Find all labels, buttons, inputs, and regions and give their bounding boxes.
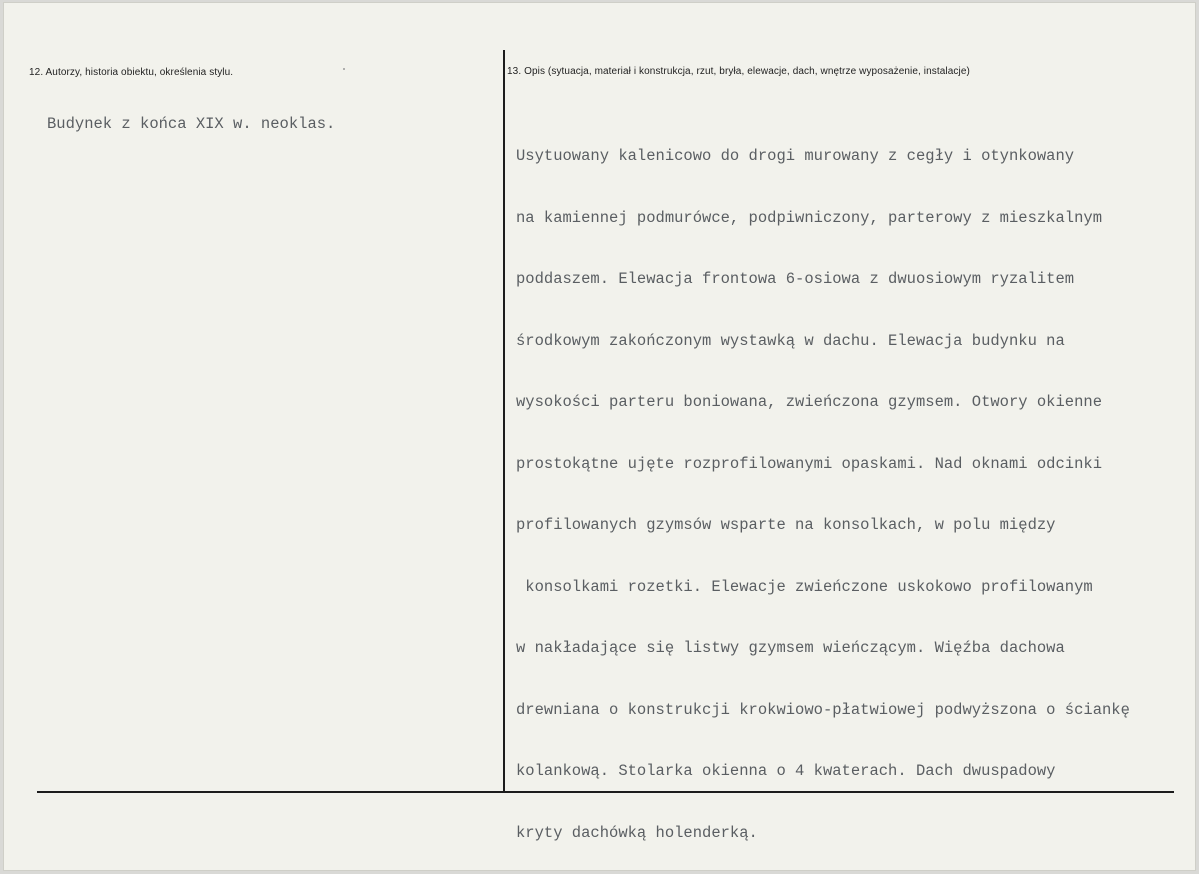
section-13-heading: 13. Opis (sytuacja, materiał i konstrukcja, rzut, bryła, elewacje, dach, wnętrze wyposażenie, instalacje) (507, 66, 970, 77)
ink-speck (343, 68, 345, 70)
description-line: kryty dachówką holenderką. (516, 823, 758, 842)
description-line: Usytuowany kalenicowo do drogi murowany z cegły i otynkowany (516, 147, 1075, 165)
description-line: poddaszem. Elewacja frontowa 6-osiowa z dwuosiowym ryzalitem (516, 270, 1075, 288)
description-line: w nakładające się listwy gzymsem wieńczącym. Więźba dachowa (516, 639, 1065, 657)
description-line: konsolkami rozetki. Elewacje zwieńczone uskokowo profilowanym (516, 577, 1093, 596)
bottom-rule (37, 791, 1174, 793)
section-12-heading: 12. Autorzy, historia obiektu, określenia stylu. (29, 67, 234, 78)
description-line: kolankową. Stolarka okienna o 4 kwaterach. Dach dwuspadowy (516, 762, 1056, 780)
section-13-content (516, 105, 1130, 864)
column-divider (503, 50, 505, 793)
description-line: prostokątne ujęte rozprofilowanymi opaskami. Nad oknami odcinki (516, 454, 1102, 473)
description-line: drewniana o konstrukcji krokwiowo-płatwiowej podwyższona o ściankę (516, 700, 1130, 719)
description-line: środkowym zakończonym wystawką w dachu. Elewacja budynku na (516, 331, 1065, 350)
section-12-content: Budynek z końca XIX w. neoklas. (47, 115, 336, 133)
description-line: profilowanych gzymsów wsparte na konsolkach, w polu między (516, 516, 1056, 534)
description-line: na kamiennej podmurówce, podpiwniczony, parterowy z mieszkalnym (516, 208, 1102, 227)
description-line: wysokości parteru boniowana, zwieńczona gzymsem. Otwory okienne (516, 393, 1102, 411)
